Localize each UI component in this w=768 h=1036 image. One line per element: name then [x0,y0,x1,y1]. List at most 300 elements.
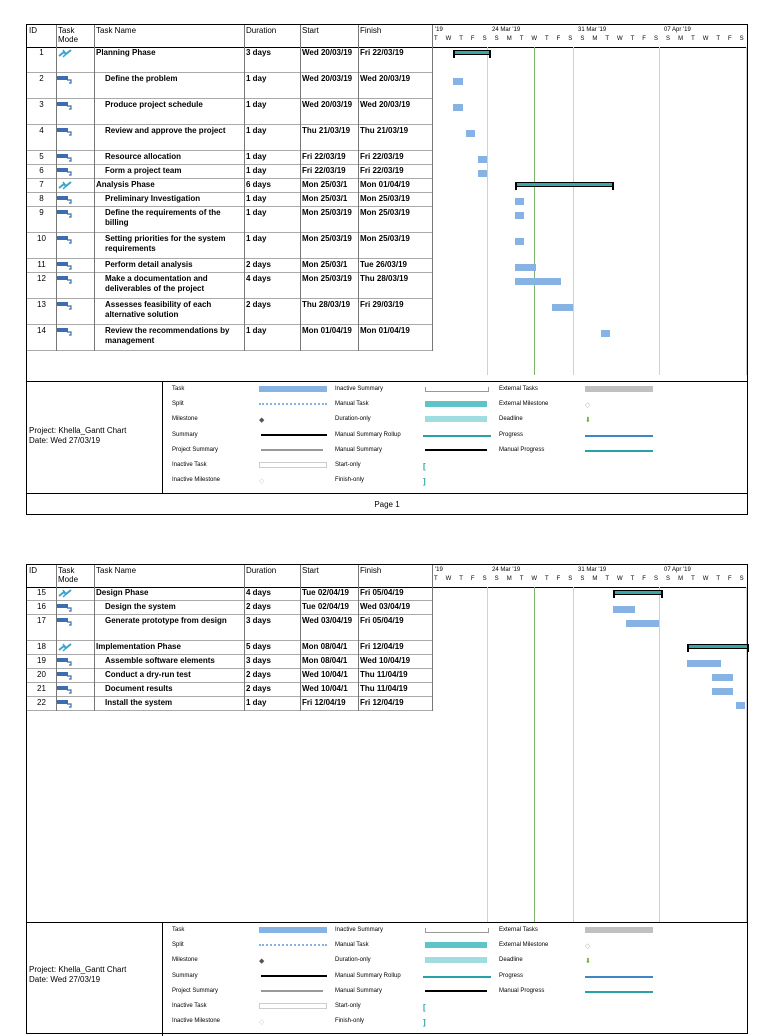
task-finish: Fri 12/04/19 [360,642,404,651]
task-row[interactable] [27,193,432,207]
task-finish: Thu 21/03/19 [360,126,409,135]
project-date: Date: Wed 27/03/19 [29,975,101,984]
legend-symbol [259,944,327,946]
legend-symbol: ◇ [585,943,591,951]
task-bar[interactable] [613,606,635,613]
task-finish: Fri 29/03/19 [360,300,404,309]
legend-symbol [423,435,491,437]
task-name: Implementation Phase [96,642,181,651]
auto-task-icon [57,275,73,284]
task-bar[interactable] [515,238,524,245]
legend-symbol: ◇ [259,1019,265,1027]
task-name: Install the system [105,698,173,707]
manual-task-icon [57,181,73,190]
task-finish: Mon 25/03/19 [360,234,410,243]
task-start: Tue 02/04/19 [302,588,349,597]
task-bar[interactable] [515,264,537,271]
day-labels: T W T F S S M T W T F S S M T W T F S S M T W T F S [434,576,747,582]
task-bar[interactable] [712,688,734,695]
task-finish: Fri 05/04/19 [360,616,404,625]
legend-label: External Tasks [499,927,538,933]
legend-label: Inactive Summary [335,386,384,392]
task-id: 15 [37,588,46,597]
legend-symbol [261,990,323,993]
task-bar[interactable] [478,156,487,163]
task-start: Fri 22/03/19 [302,166,346,175]
col-duration-header: Duration [246,566,277,575]
task-start: Thu 21/03/19 [302,126,351,135]
legend-label: Inactive Summary [335,927,384,933]
auto-task-icon [57,101,73,110]
task-start: Thu 28/03/19 [302,300,351,309]
task-duration: 2 days [246,670,271,679]
auto-task-icon [57,699,73,708]
legend-symbol [425,387,489,392]
task-row[interactable] [27,299,432,325]
task-id: 16 [37,602,46,611]
summary-bar[interactable] [515,182,614,187]
auto-task-icon [57,685,73,694]
legend-page-1 [27,381,747,494]
legend-symbol [423,976,491,978]
task-bar[interactable] [515,212,524,219]
auto-task-icon [57,301,73,310]
task-row[interactable] [27,73,432,99]
legend-label: Milestone [172,957,198,964]
col-name-header: Task Name [96,566,137,575]
task-duration: 1 day [246,166,267,175]
task-start: Mon 08/04/1 [302,656,348,665]
task-id: 9 [39,208,44,217]
week-label: '19 [435,27,443,33]
legend-label: External Milestone [499,401,549,408]
col-finish-header: Finish [360,26,382,35]
task-name: Preliminary Investigation [105,194,201,203]
task-name: Generate prototype from design [105,616,227,625]
legend-label: External Milestone [499,942,549,949]
week-divider [746,47,747,375]
legend-symbol: ⬇ [585,958,591,966]
task-finish: Wed 10/04/19 [360,656,411,665]
task-id: 8 [39,194,44,203]
week-divider [487,47,488,375]
task-id: 3 [39,100,44,109]
legend-symbol [425,401,487,407]
legend-symbol [425,416,487,422]
column-divider [358,25,359,351]
auto-task-icon [57,671,73,680]
column-divider [300,25,301,351]
project-info [27,923,163,1036]
legend-label: Summary [172,972,198,979]
auto-task-icon [57,617,73,626]
auto-task-icon [57,657,73,666]
task-start: Fri 12/04/19 [302,698,346,707]
task-name: Make a documentation and deliverables of the project [105,274,208,293]
task-name: Define the requirements of the billing [105,208,221,227]
task-duration: 1 day [246,234,267,243]
legend-label: Manual Task [335,401,369,408]
auto-task-icon [57,209,73,218]
project-info [27,382,163,494]
task-id: 21 [37,684,46,693]
column-divider [94,565,95,711]
page-footer [27,493,747,516]
legend-symbol: ◆ [259,958,265,966]
auto-task-icon [57,167,73,176]
legend-symbol [261,434,327,436]
week-divider [573,587,574,922]
task-row[interactable] [27,259,432,273]
legend-symbol [425,928,489,933]
task-finish: Mon 25/03/19 [360,194,410,203]
col-finish-header: Finish [360,566,382,575]
task-id: 13 [37,300,46,309]
legend-label: Progress [499,431,524,438]
column-divider [94,25,95,351]
task-duration: 1 day [246,194,267,203]
task-name: Assemble software elements [105,656,215,665]
legend-label: Manual Task [335,942,369,949]
task-bar[interactable] [552,304,574,311]
legend-symbol [425,942,487,948]
legend-symbol [259,927,327,933]
task-row[interactable] [27,587,432,601]
task-duration: 1 day [246,326,267,335]
auto-task-icon [57,153,73,162]
week-label: 07 Apr '19 [664,27,691,33]
task-row[interactable] [27,669,432,683]
task-id: 2 [39,74,44,83]
legend-symbol [261,975,327,977]
auto-task-icon [57,603,73,612]
task-start: Mon 25/03/19 [302,274,352,283]
legend-label: Manual Summary [335,987,383,994]
task-finish: Thu 28/03/19 [360,274,409,283]
task-bar[interactable] [453,104,462,111]
task-start: Fri 22/03/19 [302,152,346,161]
legend-label: Summary [172,431,198,438]
task-finish: Thu 11/04/19 [360,670,408,679]
task-name: Conduct a dry-run test [105,670,191,679]
legend-symbol [585,927,653,933]
col-mode-header: Task Mode [58,26,79,44]
project-name: Project: Khella_Gantt Chart [29,965,127,974]
task-bar[interactable] [515,198,524,205]
legend-symbol: ⬇ [585,417,591,425]
task-name: Setting priorities for the system requirements [105,234,226,253]
column-divider [244,25,245,351]
task-row[interactable] [27,325,432,351]
task-row[interactable] [27,47,432,73]
task-bar[interactable] [712,674,734,681]
legend-label: Duration-only [335,416,371,423]
task-row[interactable] [27,179,432,193]
task-duration: 1 day [246,698,267,707]
task-name: Planning Phase [96,48,156,57]
task-bar[interactable] [515,278,561,285]
task-finish: Fri 22/03/19 [360,166,404,175]
manual-task-icon [57,49,73,58]
auto-task-icon [57,235,73,244]
legend-label: Manual Summary [335,446,383,453]
task-row[interactable] [27,207,432,233]
task-name: Define the problem [105,74,178,83]
task-id: 4 [39,126,44,135]
column-divider [432,565,433,711]
task-name: Resource allocation [105,152,182,161]
legend-symbol [425,990,487,993]
week-divider [659,587,660,922]
task-row[interactable] [27,601,432,615]
legend-symbol: ◇ [585,402,591,410]
task-id: 12 [37,274,46,283]
task-id: 18 [37,642,46,651]
week-label: 24 Mar '19 [492,567,521,573]
legend-label: Inactive Milestone [172,1018,221,1025]
auto-task-icon [57,261,73,270]
legend-symbol: ] [423,1018,426,1028]
task-finish: Fri 12/04/19 [360,698,404,707]
legend-label: Inactive Milestone [172,477,221,484]
task-id: 11 [37,260,46,269]
summary-bar[interactable] [687,644,749,649]
task-start: Mon 25/03/1 [302,180,348,189]
task-start: Mon 08/04/1 [302,642,348,651]
status-date-line [534,587,535,922]
task-duration: 1 day [246,126,267,135]
task-duration: 2 days [246,260,271,269]
legend-label: Task [172,386,185,392]
col-id-header: ID [29,566,37,575]
task-start: Wed 20/03/19 [302,100,353,109]
task-start: Tue 02/04/19 [302,602,349,611]
manual-task-icon [57,643,73,652]
task-duration: 2 days [246,602,271,611]
legend-label: Start-only [335,1003,361,1009]
legend-symbol: ] [423,477,426,487]
task-row[interactable] [27,655,432,669]
table-header [27,25,747,48]
week-divider [487,587,488,922]
day-labels: T W T F S S M T W T F S S M T W T F S S M T W T F S [434,36,747,42]
legend-label: Progress [499,972,524,979]
gantt-page-2 [26,564,748,1034]
legend-symbol [261,449,323,452]
task-row[interactable] [27,641,432,655]
legend-label: Manual Progress [499,446,545,453]
legend-label: Project Summary [172,987,219,994]
col-start-header: Start [302,566,319,575]
task-id: 22 [37,698,46,707]
task-duration: 1 day [246,100,267,109]
legend-symbol [585,450,653,452]
task-row[interactable] [27,615,432,641]
column-divider [56,565,57,711]
legend-label: External Tasks [499,386,538,392]
task-start: Wed 10/04/1 [302,684,348,693]
task-row[interactable] [27,151,432,165]
auto-task-icon [57,75,73,84]
auto-task-icon [57,127,73,136]
task-start: Mon 25/03/1 [302,260,348,269]
week-label: '19 [435,567,443,573]
task-name: Analysis Phase [96,180,155,189]
legend-symbol: [ [423,1003,426,1012]
project-name: Project: Khella_Gantt Chart [29,426,127,435]
task-duration: 1 day [246,152,267,161]
legend-symbol [259,386,327,392]
legend-label: Finish-only [335,477,365,484]
task-id: 5 [39,152,44,161]
task-start: Mon 25/03/1 [302,194,348,203]
task-name: Design the system [105,602,176,611]
legend-label: Duration-only [335,957,371,964]
task-duration: 3 days [246,48,271,57]
task-id: 17 [37,616,46,625]
legend-label: Task [172,927,185,933]
task-finish: Fri 22/03/19 [360,152,404,161]
task-bar[interactable] [601,330,610,337]
task-name: Document results [105,684,173,693]
task-id: 7 [39,180,44,189]
task-duration: 5 days [246,642,271,651]
task-start: Mon 01/04/19 [302,326,352,335]
legend-page-2 [27,922,747,1036]
auto-task-icon [57,195,73,204]
column-divider [300,565,301,711]
task-duration: 4 days [246,274,271,283]
page-number: Page 1 [374,500,400,509]
task-finish: Wed 20/03/19 [360,74,411,83]
task-start: Mon 25/03/19 [302,234,352,243]
week-divider [573,47,574,375]
col-name-header: Task Name [96,26,137,35]
legend-label: Inactive Task [172,462,207,468]
task-bar[interactable] [736,702,745,709]
task-bar[interactable] [466,130,475,137]
task-duration: 1 day [246,74,267,83]
status-date-line [534,47,535,375]
legend-symbol [259,403,327,405]
task-finish: Fri 05/04/19 [360,588,404,597]
table-header [27,565,747,588]
task-duration: 1 day [246,208,267,217]
legend-symbol: ◇ [259,478,265,486]
col-mode-header: Task Mode [58,566,79,584]
task-finish: Tue 26/03/19 [360,260,407,269]
legend-symbol [259,462,327,468]
task-finish: Mon 01/04/19 [360,180,410,189]
task-finish: Fri 22/03/19 [360,48,404,57]
task-bar[interactable] [687,660,721,667]
task-name: Produce project schedule [105,100,203,109]
legend-symbol [585,976,653,978]
col-id-header: ID [29,26,37,35]
project-date: Date: Wed 27/03/19 [29,436,101,445]
legend-symbol [585,435,653,437]
legend-symbol: ◆ [259,417,265,425]
legend-symbol [425,449,487,452]
task-row[interactable] [27,165,432,179]
task-bar[interactable] [453,78,462,85]
task-duration: 2 days [246,300,271,309]
column-divider [432,25,433,351]
task-row[interactable] [27,273,432,299]
gantt-page-1 [26,24,748,515]
legend-label: Split [172,401,184,408]
legend-label: Deadline [499,957,523,964]
legend-label: Manual Summary Rollup [335,431,401,438]
task-name: Design Phase [96,588,149,597]
task-id: 20 [37,670,46,679]
task-name: Assesses feasibility of each alternative solution [105,300,212,319]
legend-label: Deadline [499,416,523,423]
column-divider [56,25,57,351]
task-finish: Mon 01/04/19 [360,326,410,335]
legend-symbol [585,386,653,392]
legend-label: Start-only [335,462,361,468]
task-name: Form a project team [105,166,182,175]
task-duration: 4 days [246,588,271,597]
task-row[interactable] [27,683,432,697]
week-label: 07 Apr '19 [664,567,691,573]
task-bar[interactable] [478,170,487,177]
legend-label: Inactive Task [172,1003,207,1009]
task-duration: 6 days [246,180,271,189]
task-bar[interactable] [626,620,660,627]
week-label: 31 Mar '19 [578,27,607,33]
task-finish: Mon 25/03/19 [360,208,410,217]
task-row[interactable] [27,99,432,125]
summary-bar[interactable] [453,50,491,55]
col-duration-header: Duration [246,26,277,35]
legend-label: Project Summary [172,446,219,453]
task-name: Review the recommendations by management [105,326,230,345]
week-divider [746,587,747,922]
task-duration: 3 days [246,616,271,625]
task-row[interactable] [27,697,432,711]
summary-bar[interactable] [613,590,663,595]
task-start: Mon 25/03/19 [302,208,352,217]
legend-label: Manual Progress [499,987,545,994]
task-name: Review and approve the project [105,126,226,135]
manual-task-icon [57,589,73,598]
task-id: 10 [37,234,46,243]
col-start-header: Start [302,26,319,35]
legend-label: Finish-only [335,1018,365,1025]
task-finish: Wed 03/04/19 [360,602,411,611]
task-start: Wed 10/04/1 [302,670,348,679]
task-row[interactable] [27,125,432,151]
task-start: Wed 20/03/19 [302,74,353,83]
task-start: Wed 03/04/19 [302,616,353,625]
week-divider [659,47,660,375]
legend-symbol: [ [423,462,426,471]
column-divider [244,565,245,711]
legend-symbol [425,957,487,963]
legend-label: Manual Summary Rollup [335,972,401,979]
legend-symbol [259,1003,327,1009]
week-label: 31 Mar '19 [578,567,607,573]
auto-task-icon [57,327,73,336]
task-id: 6 [39,166,44,175]
task-id: 14 [37,326,46,335]
task-row[interactable] [27,233,432,259]
legend-symbol [585,991,653,993]
legend-label: Milestone [172,416,198,423]
task-id: 19 [37,656,46,665]
